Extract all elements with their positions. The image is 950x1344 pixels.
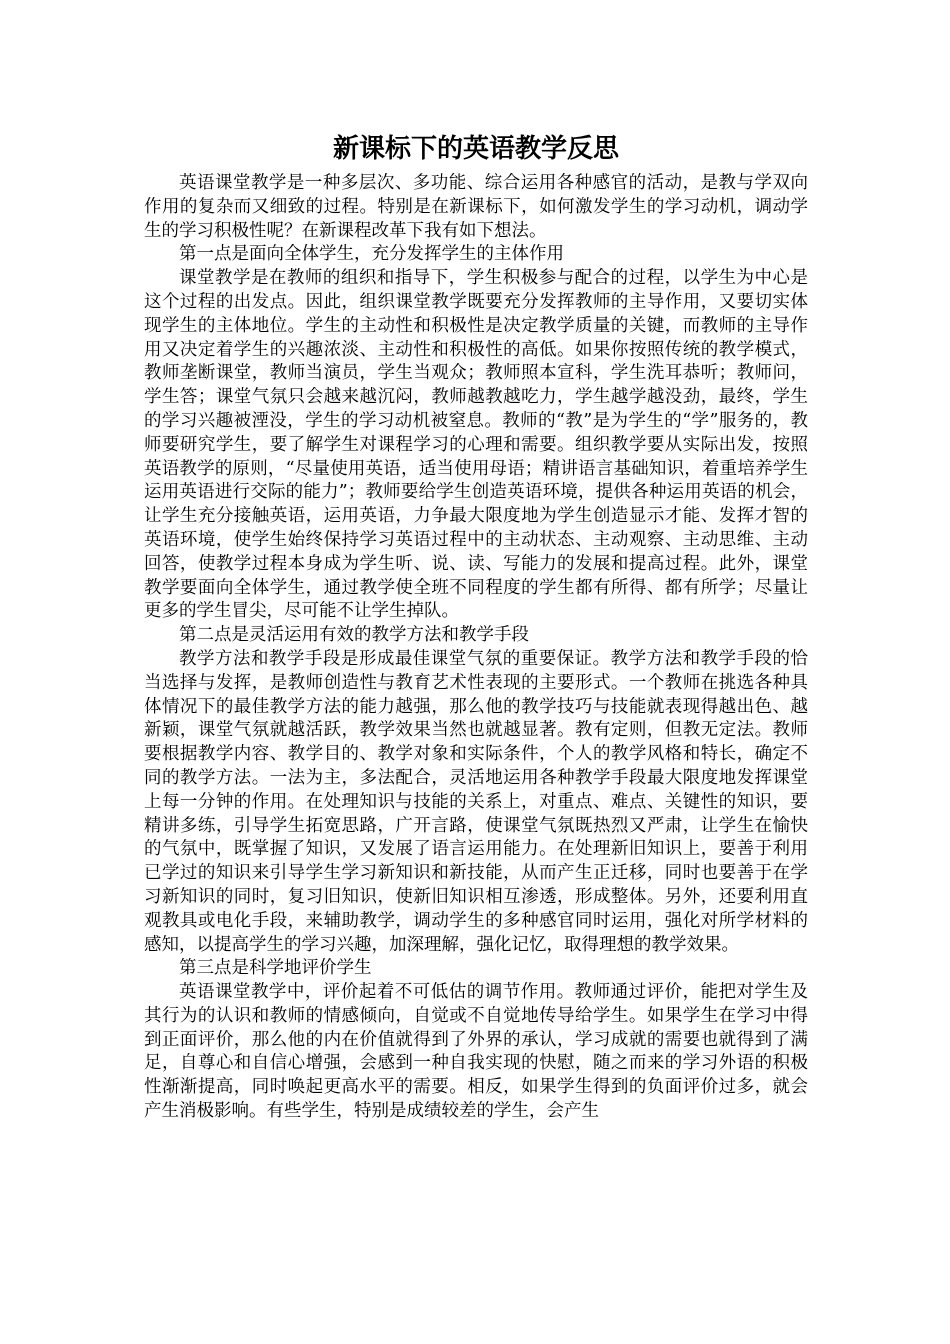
section-1-heading: 第一点是面向全体学生，充分发挥学生的主体作用 bbox=[179, 244, 564, 265]
section-2-heading: 第二点是灵活运用有效的教学方法和教学手段 bbox=[179, 625, 529, 646]
document-title: 新课标下的英语教学反思 bbox=[332, 134, 619, 164]
intro-paragraph: 英语课堂教学是一种多层次、多功能、综合运用各种感官的活动，是教与学双向作用的复杂而又细致的过程。特别是在新课标下，如何激发学生的学习动机，调动学生的学习积极性呢？在新课程改革下我有如下想法。 bbox=[144, 173, 808, 241]
document-page bbox=[144, 128, 808, 1124]
section-1-body: 课堂教学是在教师的组织和指导下，学生积极参与配合的过程，以学生为中心是这个过程的出发点。因此，组织课堂教学既要充分发挥教师的主导作用，又要切实体现学生的主体地位。学生的主动性和积极性是决定教学质量的关键，而教师的主导作用又决定着学生的兴趣浓淡、主动性和积极性的高低。如果你按照传统的教学模式，教师垄断课堂，教师当演员，学生当观众；教师照本宣科，学生洗耳恭听；教师问，学生答；课堂气氛只会越来越沉闷，教师越教越吃力，学生越学越没劲，最终，学生的学习兴趣被湮没，学生的学习动机被窒息。教师的“教”是为学生的“学”服务的，教师要研究学生，要了解学生对课程学习的心理和需要。组织教学要从实际出发，按照英语教学的原则，“尽量使用英语，适当使用母语；精讲语言基础知识，着重培养学生运用英语进行交际的能力”；教师要给学生创造英语环境，提供各种运用英语的机会，让学生充分接触英语，运用英语，力争最大限度地为学生创造显示才能、发挥才智的英语环境，使学生始终保持学习英语过程中的主动状态、主动观察、主动思维、主动回答，使教学过程本身成为学生听、说、读、写能力的发展和提高过程。此外，课堂教学要面向全体学生，通过教学使全班不同程度的学生都有所得、都有所学；尽量让更多的学生冒尖，尽可能不让学生掉队。 bbox=[144, 268, 808, 622]
section-3-heading: 第三点是科学地评价学生 bbox=[179, 958, 372, 979]
section-2-body: 教学方法和教学手段是形成最佳课堂气氛的重要保证。教学方法和教学手段的恰当选择与发挥，是教师创造性与教育艺术性表现的主要形式。一个教师在挑选各种具体情况下的最佳教学方法的能力越强，那么他的教学技巧与技能就表现得越出色、越新颖，课堂气氛就越活跃，教学效果当然也就越显著。教有定则，但教无定法。教师要根据教学内容、教学目的、教学对象和实际条件，个人的教学风格和特长，确定不同的教学方法。一法为主，多法配合，灵活地运用各种教学手段最大限度地发挥课堂上每一分钟的作用。在处理知识与技能的关系上，对重点、难点、关键性的知识，要精讲多练，引导学生拓宽思路，广开言路，使课堂气氛既热烈又严肃，让学生在愉快的气氛中，既掌握了知识，又发展了语言运用能力。在处理新旧知识上，要善于利用已学过的知识来引导学生学习新知识和新技能，从而产生正迁移，同时也要善于在学习新知识的同时，复习旧知识，使新旧知识相互渗透，形成整体。另外，还要利用直观教具或电化手段，来辅助教学，调动学生的多种感官同时运用，强化对所学材料的感知，以提高学生的学习兴趣，加深理解，强化记忆，取得理想的教学效果。 bbox=[144, 648, 808, 955]
section-3-body: 英语课堂教学中，评价起着不可低估的调节作用。教师通过评价，能把对学生及其行为的认识和教师的情感倾向，自觉或不自觉地传导给学生。如果学生在学习中得到正面评价，那么他的内在价值就得到了外界的承认，学习成就的需要也就得到了满足，自尊心和自信心增强，会感到一种自我实现的快慰，随之而来的学习外语的积极性渐渐提高，同时唤起更高水平的需要。相反，如果学生得到的负面评价过多，就会产生消极影响。有些学生，特别是成绩较差的学生，会产生 bbox=[144, 982, 808, 1122]
